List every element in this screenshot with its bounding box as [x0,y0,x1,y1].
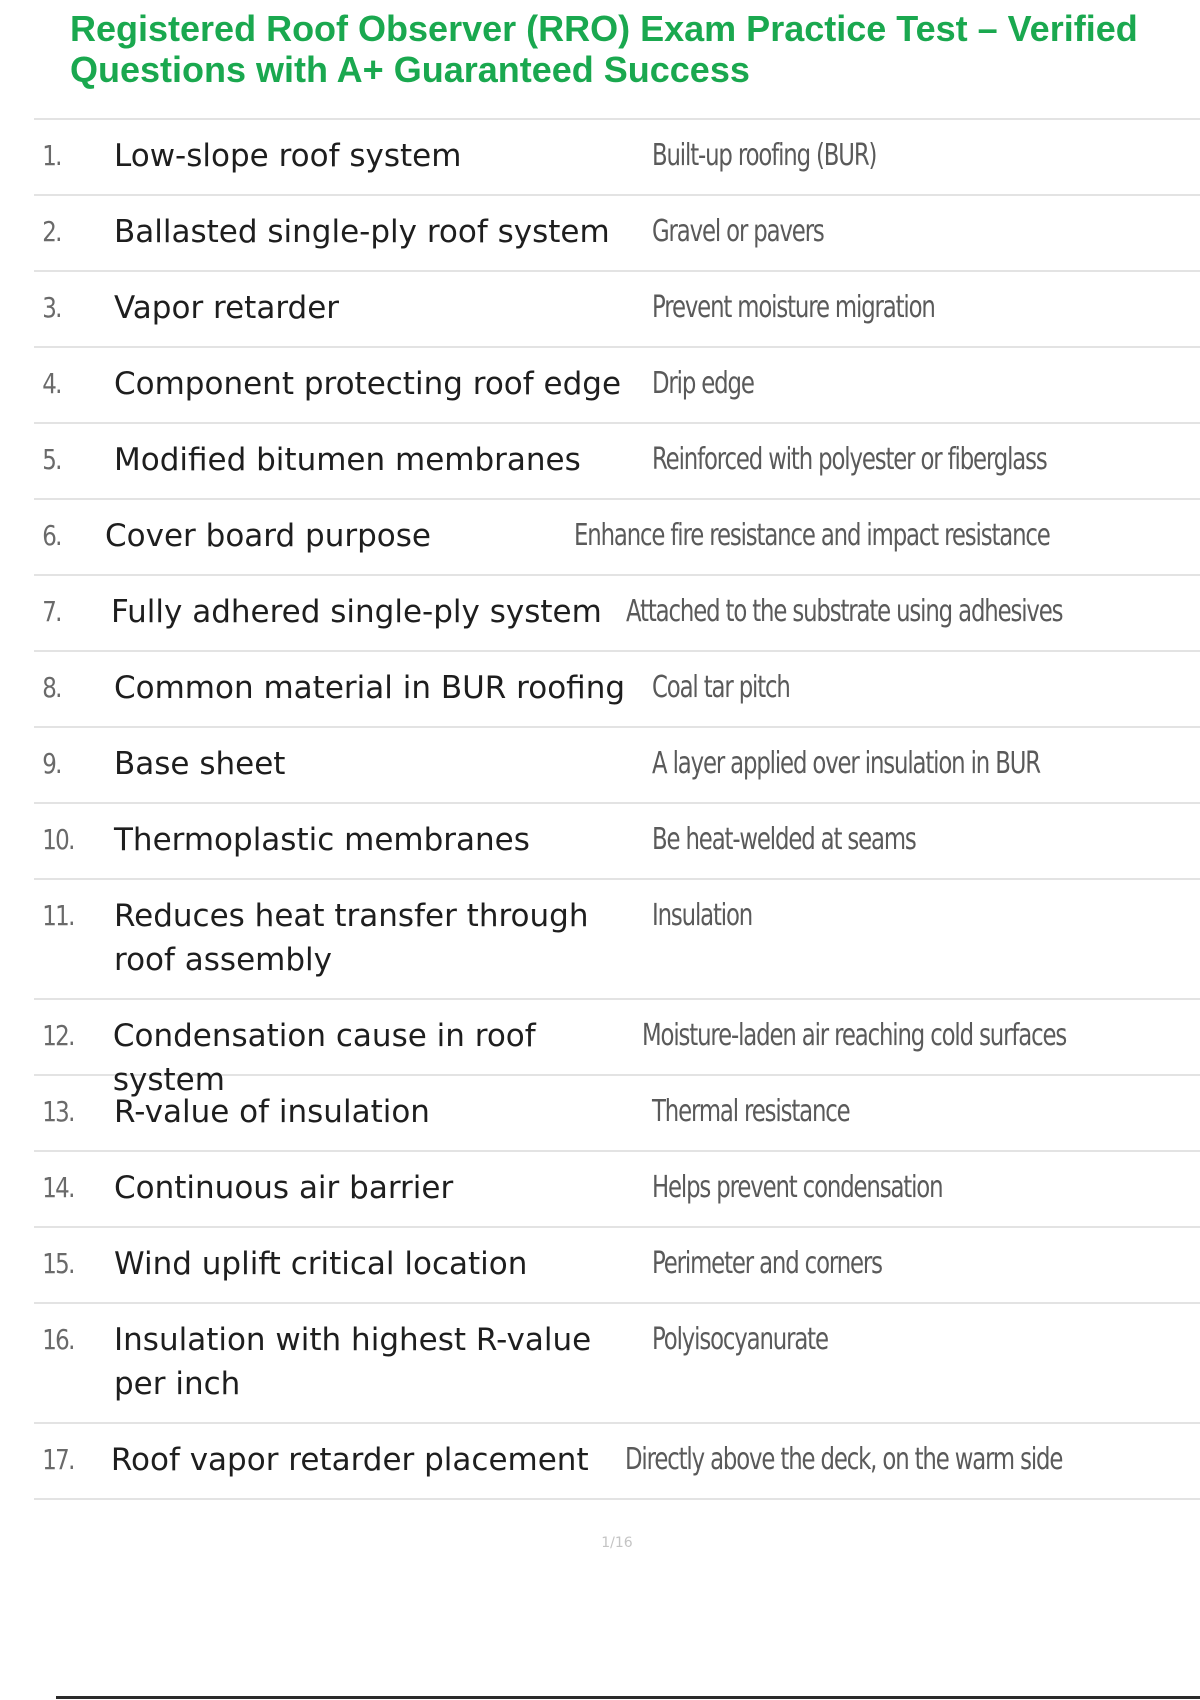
document-title [70,8,1180,90]
item-term: Thermoplastic membranes [114,822,530,858]
item-number: 17. [42,1443,74,1476]
item-number: 9. [42,747,61,780]
item-number: 14. [42,1171,74,1204]
qa-row-4 [34,348,1200,424]
item-number: 13. [42,1095,74,1128]
page-bottom-divider [56,1696,1200,1699]
item-number: 10. [42,823,74,856]
qa-row-9 [34,728,1200,804]
item-term: Reduces heat transfer through roof assembly [114,898,589,978]
item-number: 6. [42,519,61,552]
item-answer: Helps prevent condensation [652,1170,943,1205]
document-title-line-1: Registered Roof Observer (RRO) Exam Practice Test – Verified [70,8,1138,49]
item-number: 12. [42,1019,74,1052]
item-term: Component protecting roof edge [114,366,622,402]
item-term: Roof vapor retarder placement [110,1442,589,1478]
item-number: 2. [42,215,61,248]
item-term: Continuous air barrier [114,1170,454,1206]
qa-row-14 [34,1152,1200,1228]
item-answer: Moisture-laden air reaching cold surfaces [641,1018,1067,1053]
item-number: 1. [42,139,61,172]
item-answer: Built-up roofing (BUR) [652,138,877,173]
item-number: 15. [42,1247,74,1280]
item-term: Base sheet [114,746,286,782]
qa-row-12 [34,1000,1200,1098]
item-number: 11. [42,899,74,932]
item-term: Common material in BUR roofing [114,670,626,706]
item-answer: Gravel or pavers [652,214,824,249]
item-term: Fully adhered single-ply system [110,594,602,630]
item-term: Condensation cause in roof system [112,1018,536,1098]
item-term: Cover board purpose [105,518,431,554]
item-number: 7. [42,595,61,628]
item-answer: Be heat-welded at seams [652,822,916,857]
document-title-line-2: Questions with A+ Guaranteed Success [70,49,750,90]
item-answer: Attached to the substrate using adhesives [625,594,1063,629]
qa-row-1 [34,120,1200,196]
item-term: Insulation with highest R-value per inch [114,1322,592,1402]
item-answer: Perimeter and corners [652,1246,882,1281]
qa-row-7 [34,576,1200,652]
item-answer: Drip edge [652,366,754,401]
item-number: 16. [42,1323,74,1356]
qa-row-8 [34,652,1200,728]
item-answer: Prevent moisture migration [652,290,935,325]
item-answer: Insulation [652,898,753,933]
item-term: Wind uplift critical location [114,1246,528,1282]
item-term: Vapor retarder [114,290,340,326]
item-answer: Polyisocyanurate [652,1322,828,1357]
qa-list [34,118,1200,1500]
item-answer: A layer applied over insulation in BUR [652,746,1040,781]
item-number: 5. [42,443,61,476]
qa-row-17 [34,1424,1200,1500]
qa-row-15 [34,1228,1200,1304]
qa-row-2 [34,196,1200,272]
item-number: 4. [42,367,61,400]
qa-row-10 [34,804,1200,880]
page-number: 1/16 [601,1535,633,1551]
item-answer: Enhance fire resistance and impact resistance [574,518,1050,553]
item-answer: Directly above the deck, on the warm side [624,1442,1062,1477]
qa-row-5 [34,424,1200,500]
item-number: 3. [42,291,61,324]
item-term: R-value of insulation [114,1094,430,1130]
item-answer: Thermal resistance [652,1094,850,1129]
item-number: 8. [42,671,61,704]
qa-row-3 [34,272,1200,348]
qa-row-16 [34,1304,1200,1424]
item-term: Ballasted single-ply roof system [114,214,610,250]
item-term: Modified bitumen membranes [114,442,581,478]
qa-row-6 [34,500,1200,576]
qa-row-11 [34,880,1200,1000]
item-answer: Reinforced with polyester or fiberglass [652,442,1047,477]
item-answer: Coal tar pitch [652,670,790,705]
item-term: Low-slope roof system [114,138,462,174]
